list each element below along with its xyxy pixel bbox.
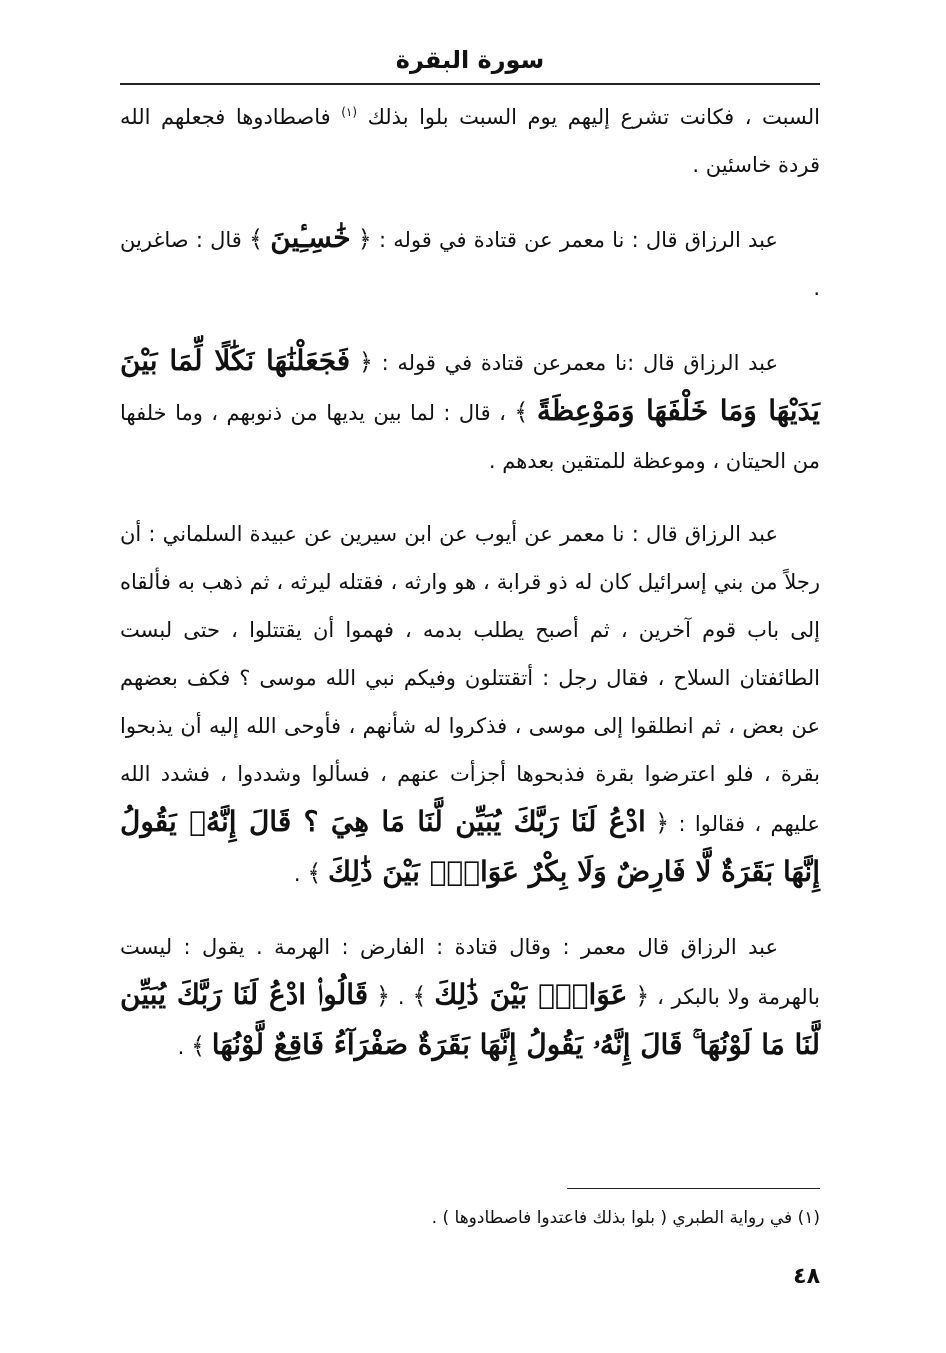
quran-verse: قَالُوا۟ ادْعُ لَنَا رَبَّكَ يُبَيِّن لَّنَا مَا لَوْنُهَا ۚ قَالَ إِنَّهُۥ يَقُولُ إِنَّهَا بَقَرَةٌ صَفْرَآءُ فَاقِعٌ لَّوْنُهَا xyxy=(120,978,820,1061)
paragraph-1 xyxy=(120,93,820,189)
header-rule xyxy=(120,83,820,85)
quran-verse: خَٰسِـِٔينَ xyxy=(270,221,351,254)
quran-verse: ادْعُ لَنَا رَبَّكَ يُبَيِّن لَّنَا مَا هِيَ ؟ قَالَ إِنَّهُۥ يَقُولُ إِنَّهَا بَقَرَةٌ لَّا فَارِضٌ وَلَا بِكْرٌ عَوَانٌۢ بَيْنَ ذَٰلِكَ xyxy=(120,805,820,888)
quran-bracket-open: ﴿ xyxy=(358,348,373,376)
quran-bracket-close: ﴾ xyxy=(191,1032,206,1060)
paragraph-4 xyxy=(120,510,820,898)
quran-bracket-open: ﴿ xyxy=(375,982,391,1010)
paragraph-2-text-b: قال : صاغرين . xyxy=(120,228,820,300)
paragraph-3-text-a: عبد الرزاق قال :نا معمرعن قتادة في قوله : xyxy=(381,351,778,375)
running-head: سورة البقرة xyxy=(395,46,545,74)
footnote-reference: (١) xyxy=(341,105,358,119)
quran-bracket-open: ﴿ xyxy=(635,982,650,1010)
body-text xyxy=(120,93,820,1096)
paragraph-5-separator: . xyxy=(397,985,405,1009)
quran-bracket-close: ﴾ xyxy=(249,225,264,253)
paragraph-2 xyxy=(120,214,820,312)
footnote-rule xyxy=(567,1188,820,1189)
quran-bracket-close: ﴾ xyxy=(514,398,529,426)
paragraph-5-text-a: عبد الرزاق قال معمر : وقال قتادة : الفارض : الهرمة . يقول : ليست بالهرمة ولا بالبكر ، xyxy=(120,935,820,1009)
quran-bracket-close: ﴾ xyxy=(307,859,322,887)
page-number: ٤٨ xyxy=(793,1264,820,1289)
quran-bracket-open: ﴿ xyxy=(357,225,372,253)
paragraph-5-text-b: . xyxy=(177,1035,185,1059)
quran-bracket-open: ﴿ xyxy=(655,809,670,837)
paragraph-3-text-b: ، قال : لما بين يديها من ذنوبهم ، وما خلفها من الحيتان ، وموعظة للمتقين بعدهم . xyxy=(120,401,820,473)
paragraph-3 xyxy=(120,337,820,485)
paragraph-4-text-a: عبد الرزاق قال : نا معمر عن أيوب عن ابن سيرين عن عبيدة السلماني : أن رجلاً من بني إسرائيل كان له ذو قرابة ، هو وارثه ، فقتله ليرثه ، ثم ذهب به فألقاه إلى باب قوم آخرين ، ثم أصبح يطلب بدمه ، فهموا أن يقتتلوا ، حتى لبست الطائفتان السلاح ، فقال رجل : أتقتتلون وفيكم نبي الله موسى ؟ فكف بعضهم عن بعض ، ثم انطلقوا إلى موسى ، فذكروا له شأنهم ، فأوحى الله إليه أن يذبحوا بقرة ، فلو اعترضوا بقرة فذبحوها أجزأت عنهم ، فسألوا وشددوا ، فشدد الله عليهم ، فقالوا : xyxy=(120,522,820,836)
paragraph-1-text-b: فاصطادوها فجعلهم الله قردة خاسئين . xyxy=(120,105,820,177)
paragraph-2-text-a: عبد الرزاق قال : نا معمر عن قتادة في قوله : xyxy=(379,228,778,252)
paragraph-5 xyxy=(120,923,820,1071)
quran-verse: فَجَعَلْنَٰهَا نَكَٰلًا لِّمَا بَيْنَ يَدَيْهَا وَمَا خَلْفَهَا وَمَوْعِظَةً xyxy=(120,344,820,427)
quran-verse: عَوَانٌۢ بَيْنَ ذَٰلِكَ xyxy=(434,978,628,1011)
footnote: (١) في رواية الطبري ( بلوا بذلك فاعتدوا فاصطادوها ) . xyxy=(431,1208,820,1228)
quran-bracket-close: ﴾ xyxy=(412,982,427,1010)
paragraph-4-text-b: . xyxy=(293,862,301,886)
paragraph-1-text-a: السبت ، فكانت تشرع إليهم يوم السبت بلوا بذلك xyxy=(367,105,820,129)
